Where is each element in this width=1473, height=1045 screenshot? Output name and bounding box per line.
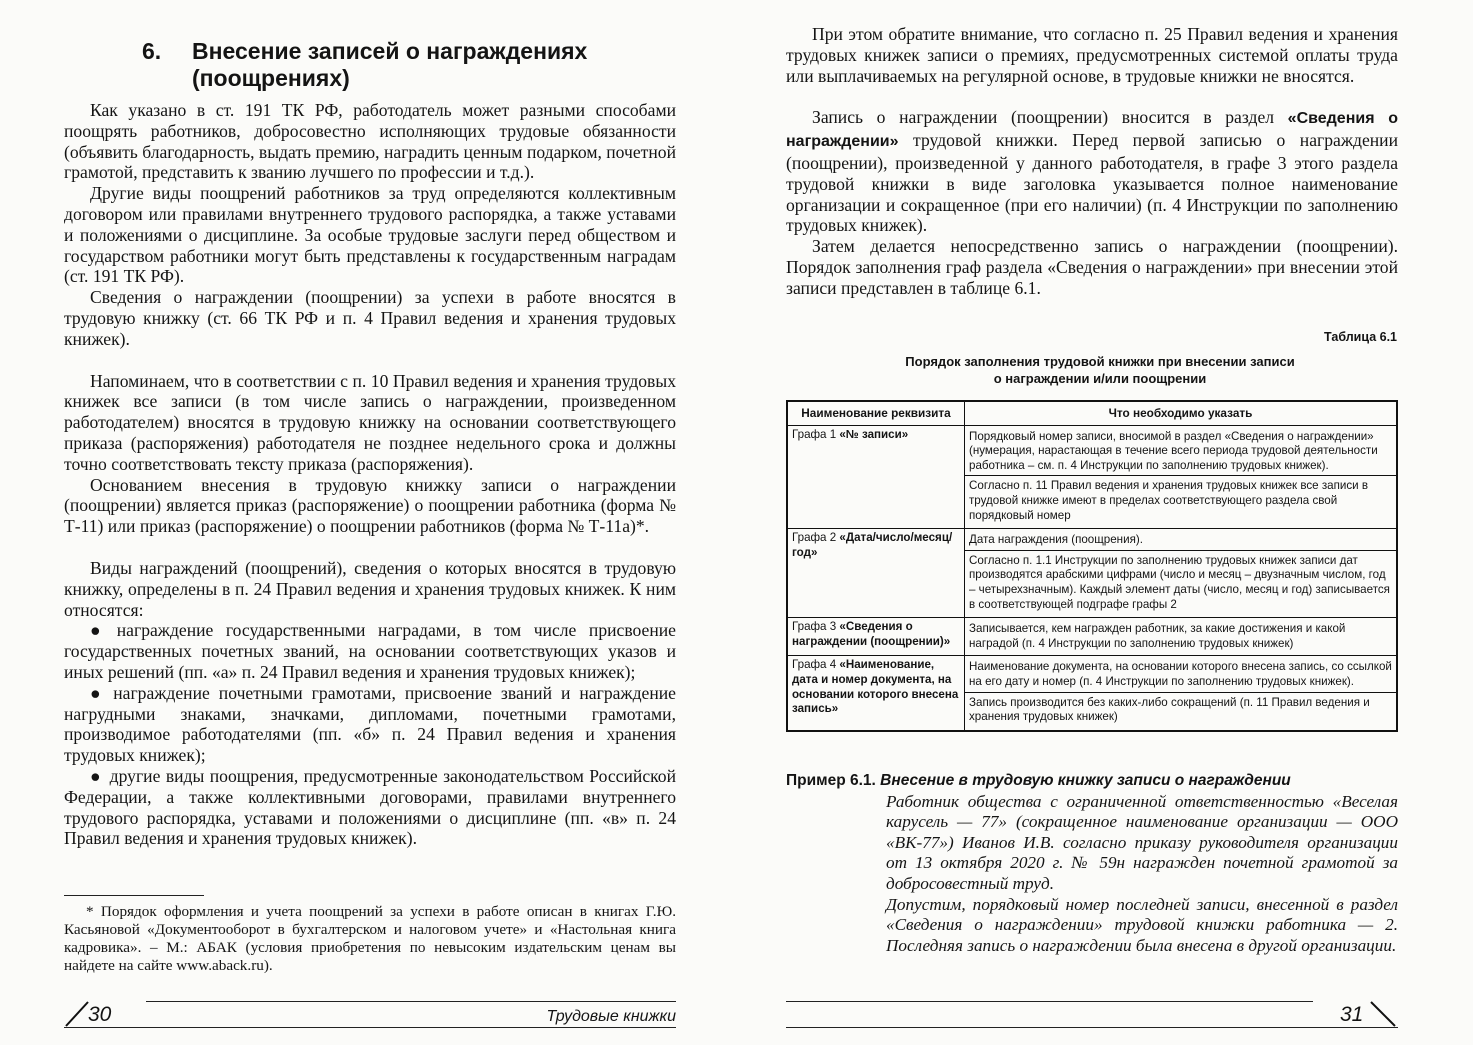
table-label: Таблица 6.1 [1324,330,1397,344]
footnote: * Порядок оформления и учета поощрений за успехи в работе описан в книгах Г.Ю. Касьяновой «Документооборот в бухгалтерском и налоговом учете» и «Настольная книга кадровика». – М.: АБАК (условия приобретения по невысоким издательским ценам вы найдете на сайте www.aback.ru). [64,903,676,974]
table-row [787,529,1397,618]
example-paragraph: Работник общества с ограниченной ответственностью «Веселая карусель — 77» (сокращенное наименование организации — ООО «ВК-77») Иванов И.В. согласно приказу руководителя организации от 13 октября 2020 г. № 59н награжден почетной грамотой за добросовестный труд. [886,791,1398,893]
paragraph: Другие виды поощрений работников за труд определяются коллективным договором или правилами внутреннего трудового распорядка, а также уставами и положениями о дисциплине. За особые трудовые заслуги перед обществом и государством работники могут быть представлены к государственным наградам (ст. 191 ТК РФ). [64,183,676,287]
table-header-cell: Наименование реквизита [787,401,965,425]
page-number-right: 31 [1340,1003,1364,1026]
folio-rule [786,1001,1313,1002]
bullet-icon: ● [90,765,102,786]
table-header-cell: Что необходимо указать [965,401,1398,425]
example-block [786,770,1398,956]
table-cell: Графа 3 «Сведения о награждении (поощрении)» [787,618,965,656]
running-head: Трудовые книжки [546,1008,676,1025]
table-row [787,618,1397,656]
paragraph: Основанием внесения в трудовую книжку записи о награждении (поощрении) является приказ (распоряжение) о поощрении работника (форма № Т-11) или приказ (распоряжение) о поощрении работников (форма № Т-11а)*. [64,474,676,537]
paragraph: Виды награждений (поощрений), сведения о которых вносятся в трудовую книжку, определены в п. 24 Правил ведения и хранения трудовых книжек. К ним относятся: [64,557,676,620]
table-cell: Графа 2 «Дата/число/месяц/год» [787,529,965,618]
table-cell: Графа 4 «Наименование, дата и номер документа, на основании которого внесена запись» [787,656,965,731]
paragraph: Затем делается непосредственно запись о награждении (поощрении). Порядок заполнения граф раздела «Сведения о награждении» при внесении этой записи представлен в таблице 6.1. [786,236,1398,298]
table-cell: Порядковый номер записи, вносимой в раздел «Сведения о награждении» (нумерация, нарастающая в течение всего периода трудовой деятельности работника – см. п. 4 Инструкции по заполнению трудовых книжек). Согласно п. 11 Правил ведения и хранения трудовых книжек все записи в трудовой книжке имеют в пределах соответствующего раздела свой порядковый номер [965,425,1398,529]
paragraph: При этом обратите внимание, что согласно п. 25 Правил ведения и хранения трудовых книжек записи о премиях, предусмотренных системой оплаты труда или выплачиваемых на регулярной основе, в трудовые книжки не вносятся. [786,24,1398,86]
folio-rule [146,1001,676,1002]
example-heading [786,770,1398,792]
table-cell: Дата награждения (поощрения). Согласно п. 1.1 Инструкции по заполнению трудовых книжек записи дат производятся арабскими цифрами (число и месяц – двузначным числом, год – четырехзначным). Каждый элемент даты (число, месяц и год) записывается в соответствующей подграфе графы 2 [965,529,1398,618]
page-number-left: 30 [88,1003,112,1026]
folio-slash-icon [1367,1000,1399,1028]
paragraph: Как указано в ст. 191 ТК РФ, работодатель может разными способами поощрять работников, добросовестно исполняющих трудовые обязанности (объявить благодарность, выдать премию, наградить ценным подарком, почетной грамотой, представить к званию лучшего по профессии и т.д.). [64,100,676,183]
paragraph: Напоминаем, что в соответствии с п. 10 Правил ведения и хранения трудовых книжек все записи (в том числе запись о награждении, произведенном работодателем) вносятся в трудовую книжку на основании соответствующего приказа (распоряжения) работодателя не позднее недельного срока и должны точно соответствовать тексту приказа (распоряжения). [64,370,676,474]
section-title: Внесение записей о награждениях (поощрениях) [192,38,588,91]
right-page-body [786,24,1398,299]
table-header-row [787,401,1397,425]
folio-rule [64,1027,676,1028]
table-cell: Графа 1 «№ записи» [787,425,965,529]
left-page-body [64,100,676,849]
bullet-item: ● другие виды поощрения, предусмотренные законодательством Российской Федерации, а также коллективными договорами, правилами внутреннего трудового распорядка, уставами и положениями о дисциплине (пп. «в» п. 24 Правил ведения и хранения трудовых книжек). [64,765,676,849]
table-title: Порядок заполнения трудовой книжки при внесении записи о награждении и/или поощрении [905,354,1295,386]
table-row [787,425,1397,529]
bullet-item: ● награждение государственными наградами, в том числе присвоение государственных почетных званий, на основании соответствующих указов и иных решений (пп. «а» п. 24 Правил ведения и хранения трудовых книжек); [64,620,676,682]
table-row [787,656,1397,731]
example-body [886,792,1398,957]
bullet-icon: ● [90,682,106,703]
requisites-table [786,400,1398,732]
paragraph: Сведения о награждении (поощрении) за успехи в работе вносятся в трудовую книжку (ст. 66 ТК РФ и п. 4 Правил ведения и хранения трудовых книжек). [64,287,676,349]
bullet-item: ● награждение почетными грамотами, присвоение званий и награждение нагрудными знаками, значками, дипломами, почетными грамотами, производимое работодателями (пп. «б» п. 24 Правил ведения и хранения трудовых книжек); [64,682,676,766]
folio-rule [786,1027,1398,1028]
section-number: 6. [142,38,162,64]
table-cell: Наименование документа, на основании которого внесена запись, со ссылкой на его дату и номер (п. 4 Инструкции по заполнению трудовых книжек). Запись производится без каких-либо сокращений (п. 11 Правил ведения и хранения трудовых книжек) [965,656,1398,731]
example-paragraph: Допустим, порядковый номер последней записи, внесенной в раздел «Сведения о награждении» трудовой книжки работника — 2. Последняя запись о награждении была внесена в другой организации. [886,894,1398,955]
table-cell: Записывается, кем награжден работник, за какие достижения и какой наградой (п. 4 Инструкции по заполнению трудовых книжек) [965,618,1398,656]
bullet-icon: ● [90,620,109,641]
example-title: Внесение в трудовую книжку записи о награждении [880,772,1291,789]
example-label: Пример 6.1. [786,772,876,789]
paragraph: Запись о награждении (поощрении) вносится в раздел «Сведения о награждении» трудовой книжки. Перед первой записью о награждении (поощрении), произведенной у данного работодателя, в графе 3 этого раздела трудовой книжки в виде заголовка указывается полное наименование организации и сокращенное (при его наличии) (п. 4 Инструкции по заполнению трудовых книжек). [786,107,1398,236]
footnote-divider [64,895,204,896]
